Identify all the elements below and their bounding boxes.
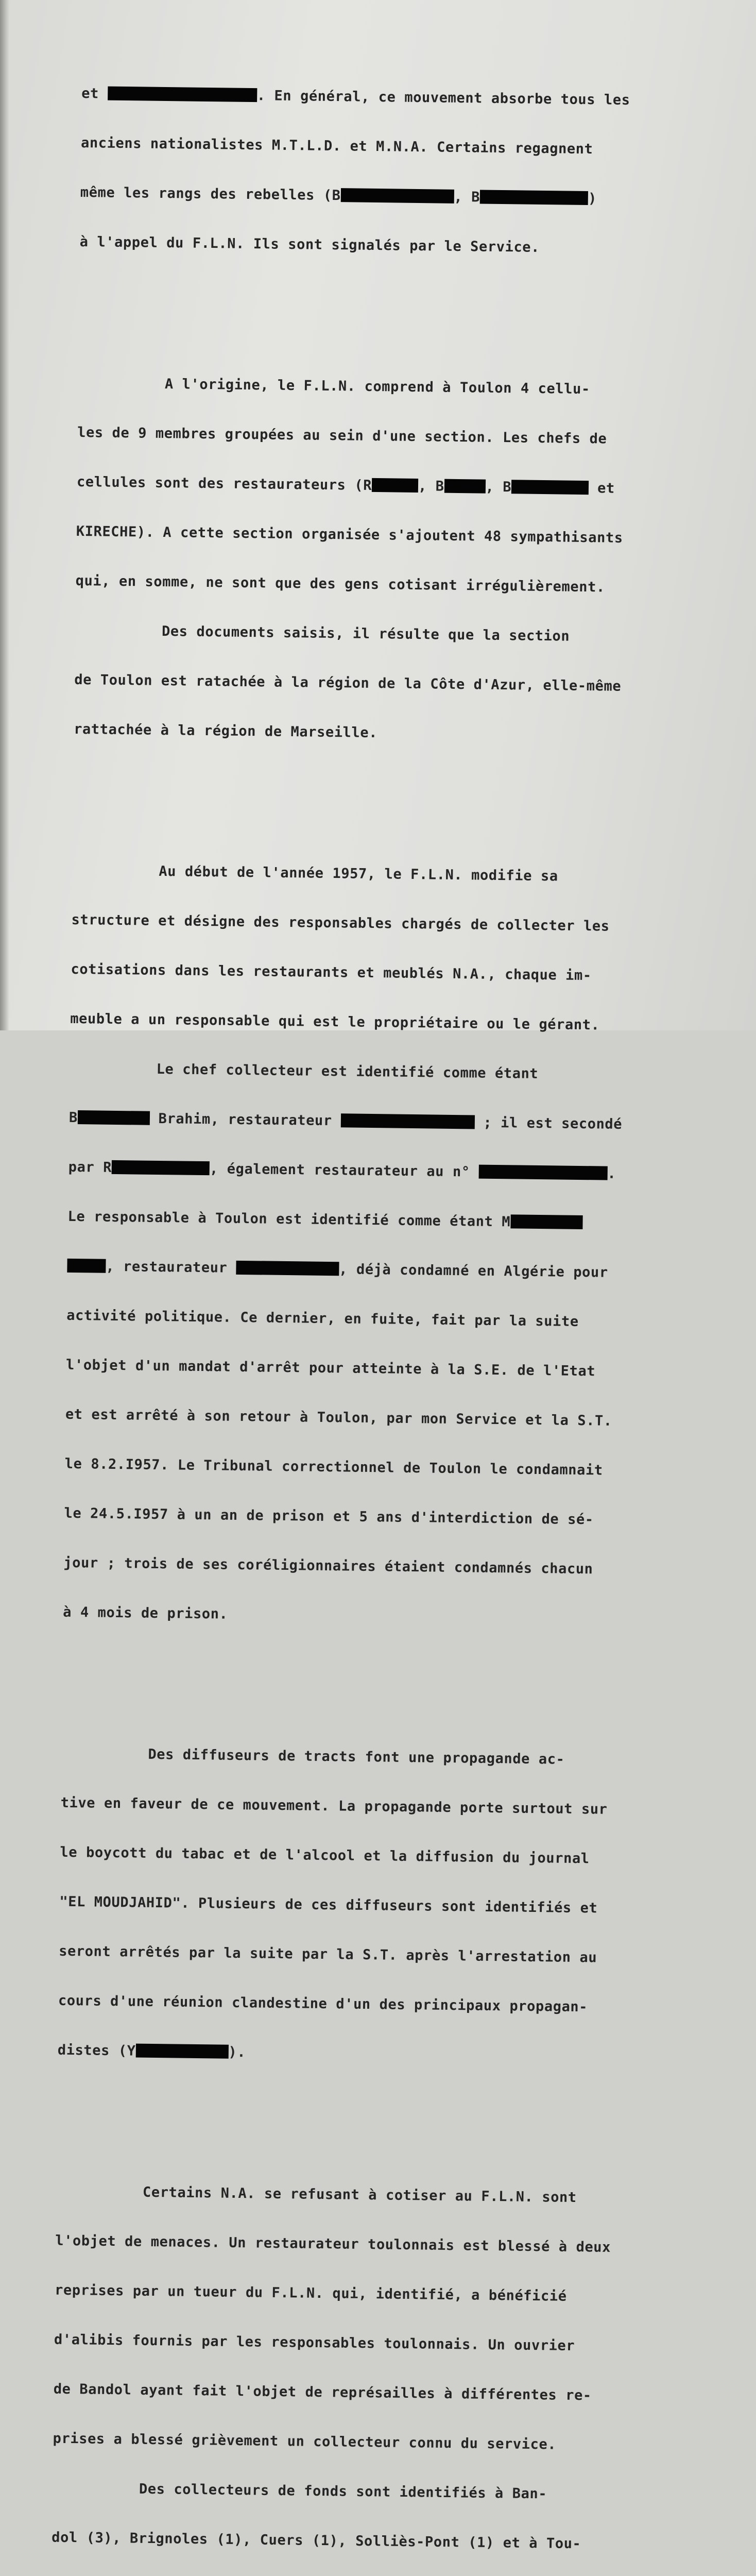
redaction-bar (372, 478, 418, 493)
text-line: de Bandol ayant fait l'objet de représailles à différentes re- (53, 2381, 592, 2404)
redaction-bar (340, 1113, 474, 1129)
text-run: distes (Y (57, 2042, 136, 2059)
text-line: reprises par un tueur du F.L.N. qui, identifié, a bénéficié (54, 2282, 567, 2304)
text-line: et est arrêté à son retour à Toulon, par mon Service et la S.T. (65, 1406, 612, 1429)
text-run: et (81, 85, 108, 102)
text-run: même les rangs des rebelles (B (80, 184, 341, 204)
text-line: le boycott du tabac et de l'alcool et la diffusion du journal (60, 1844, 590, 1867)
redaction-bar (67, 1259, 106, 1273)
redaction-bar (135, 2044, 228, 2059)
text-line: l'objet de menaces. Un restaurateur toulonnais est blessé à deux (55, 2232, 611, 2256)
text-line: d'alibis fournis par les responsables toulonnais. Un ouvrier (54, 2331, 575, 2354)
text-line: cotisations dans les restaurants et meublés N.A., chaque im- (71, 961, 592, 984)
text-line (68, 1159, 738, 1184)
text-line: l'objet d'un mandat d'arrêt pour atteinte à la S.E. de l'Etat (65, 1357, 596, 1380)
text-line: Certains N.A. se refusant à cotiser au F.L.N. sont (56, 2183, 577, 2206)
text-run: cellules sont des restaurateurs (R (76, 473, 372, 494)
text-line: tive en faveur de ce mouvement. La propagande porte surtout sur (60, 1794, 608, 1818)
redaction-bar (236, 1261, 339, 1276)
text-line: A l'origine, le F.L.N. comprend à Toulon 4 cellu- (78, 375, 590, 398)
text-line: jour ; trois de ses coréligionnaires étaient condamnés chacun (63, 1554, 593, 1578)
text-line (67, 1258, 736, 1283)
text-run: , B (418, 478, 444, 495)
text-line: activité politique. Ce dernier, en fuite, fait par la suite (66, 1307, 579, 1330)
text-line: à l'appel du F.L.N. Ils sont signalés par le Service. (79, 233, 540, 256)
text-run: Brahim, restaurateur (149, 1110, 341, 1129)
text-line: anciens nationalistes M.T.L.D. et M.N.A. Certains regagnent (80, 134, 593, 158)
text-line: seront arrêtés par la suite par la S.T. après l'arrestation au (59, 1943, 597, 1966)
text-run: . En général, ce mouvement absorbe tous les (256, 88, 630, 109)
text-run: . (607, 1165, 616, 1182)
text-run: et (589, 480, 615, 497)
text-line: le 8.2.I957. Le Tribunal correctionnel de Toulon le condamnait (64, 1455, 603, 1479)
text-run: , B (485, 479, 512, 496)
text-line: meuble a un responsable qui est le propriétaire ou le gérant. (70, 1010, 600, 1033)
redaction-bar (511, 480, 589, 495)
text-line: Des documents saisis, il résulte que la section (75, 622, 570, 645)
redaction-bar (78, 1110, 150, 1125)
text-line: prises a blessé grièvement un collecteur connu du service. (53, 2430, 557, 2453)
redaction-bar (510, 1214, 582, 1229)
text-line: de Toulon est ratachée à la région de la Côte d'Azur, elle-même (74, 671, 622, 694)
text-run: Le responsable à Toulon est identifié comme étant M (67, 1208, 511, 1230)
redaction-bar (108, 87, 257, 103)
text-run: , restaurateur (106, 1258, 236, 1276)
text-line (80, 184, 750, 209)
text-line: Au début de l'année 1957, le F.L.N. modifie sa (72, 862, 558, 885)
text-line (67, 1209, 737, 1233)
text-run: ) (588, 191, 597, 207)
text-run: B (68, 1109, 78, 1126)
redaction-bar (340, 188, 454, 204)
text-line: dol (3), Brignoles (1), Cuers (1), Solliès-Pont (1) et à Tou- (51, 2529, 581, 2552)
text-line: à 4 mois de prison. (63, 1604, 228, 1622)
text-line: rattachée à la région de Marseille. (73, 721, 378, 741)
text-run: ; il est secondé (474, 1114, 623, 1132)
text-line: le 24.5.I957 à un an de prison et 5 ans d'interdiction de sé- (64, 1505, 594, 1528)
text-run: ). (228, 2044, 246, 2061)
text-line (81, 86, 751, 110)
text-line: Des diffuseurs de tracts font une propagande ac- (61, 1745, 565, 1768)
text-line: KIRECHE). A cette section organisée s'ajoutent 48 sympathisants (76, 523, 623, 546)
text-line (69, 1110, 738, 1134)
text-run: , B (454, 189, 480, 206)
text-line: les de 9 membres groupées au sein d'une section. Les chefs de (77, 424, 607, 447)
redaction-bar (444, 479, 486, 494)
text-line: qui, en somme, ne sont que des gens cotisant irrégulièrement. (75, 572, 605, 596)
text-line (58, 2042, 727, 2067)
redaction-bar (478, 1165, 607, 1180)
page-edge-shadow (0, 0, 9, 1030)
redaction-bar (480, 190, 588, 205)
text-line: structure et désigne des responsables chargés de collecter les (71, 911, 610, 935)
text-line: cours d'une réunion clandestine d'un des principaux propagan- (58, 1992, 588, 2015)
text-run: par R (68, 1159, 112, 1176)
text-line: Des collecteurs de fonds sont identifiés à Ban- (52, 2480, 547, 2502)
text-line: Le chef collecteur est identifié comme étant (69, 1060, 539, 1082)
redaction-bar (112, 1160, 210, 1175)
text-line (77, 474, 746, 499)
text-line: "EL MOUDJAHID". Plusieurs de ces diffuseurs sont identifiés et (59, 1893, 598, 1917)
document-body (42, 20, 752, 2576)
text-run: , déjà condamné en Algérie pour (339, 1261, 608, 1281)
text-run: , également restaurateur au n° (209, 1161, 479, 1180)
